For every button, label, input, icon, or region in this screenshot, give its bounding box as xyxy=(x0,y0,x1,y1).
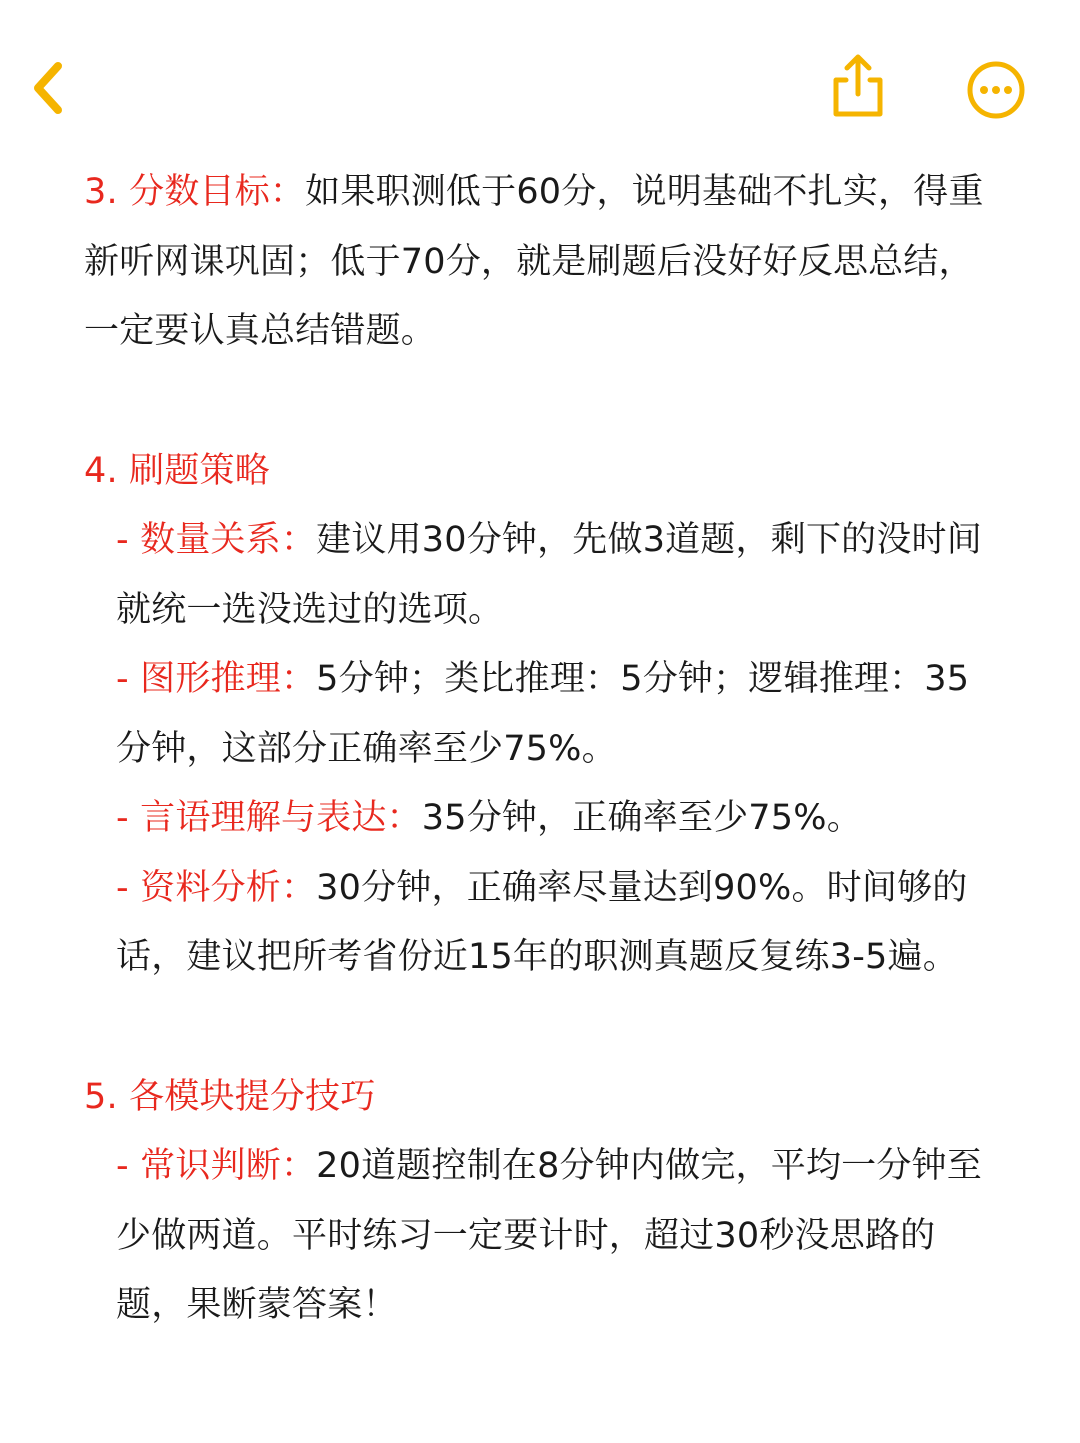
section-4-item xyxy=(84,854,1004,993)
item-label: - 资料分析： xyxy=(116,867,317,908)
section-3-label: 3. 分数目标： xyxy=(84,172,306,212)
share-button[interactable] xyxy=(826,52,890,120)
item-label: - 常识判断： xyxy=(116,1146,317,1186)
item-text: 30分钟，正确率尽量达到90%。时间够的话，建议把所考省份近15年的职测真题反复练3-5遍。 xyxy=(116,867,968,977)
item-text: 5分钟；类比推理：5分钟；逻辑推理：35分钟，这部分正确率至少75%。 xyxy=(116,659,970,769)
more-options-button[interactable] xyxy=(964,58,1028,122)
section-5-item xyxy=(84,1132,1004,1341)
item-label: - 图形推理： xyxy=(116,659,317,699)
item-text: 35分钟，正确率至少75%。 xyxy=(421,798,862,838)
share-icon xyxy=(826,52,890,120)
top-navigation-bar xyxy=(0,0,1080,150)
item-label: - 数量关系： xyxy=(116,520,317,560)
spacer xyxy=(84,993,1004,1063)
item-text: 建议用30分钟，先做3道题，剩下的没时间就统一选没选过的选项。 xyxy=(116,520,982,630)
section-3-paragraph xyxy=(84,158,1004,367)
item-label: - 言语理解与表达： xyxy=(116,798,422,838)
more-icon xyxy=(964,58,1028,122)
chevron-left-icon xyxy=(26,58,74,118)
section-4-item xyxy=(84,506,1004,645)
note-content xyxy=(84,158,1004,1341)
section-5-heading: 5. 各模块提分技巧 xyxy=(84,1076,376,1117)
spacer xyxy=(84,367,1004,437)
item-text: 20道题控制在8分钟内做完，平均一分钟至少做两道。平时练习一定要计时，超过30秒没思路的题，果断蒙答案！ xyxy=(116,1146,982,1325)
section-3-text: 如果职测低于60分，说明基础不扎实，得重新听网课巩固；低于70分，就是刷题后没好好反思总结，一定要认真总结错题。 xyxy=(84,172,984,351)
section-4-item xyxy=(84,645,1004,784)
section-4-heading: 4. 刷题策略 xyxy=(84,450,270,491)
back-button[interactable] xyxy=(26,58,74,118)
section-4-item xyxy=(84,784,1004,854)
